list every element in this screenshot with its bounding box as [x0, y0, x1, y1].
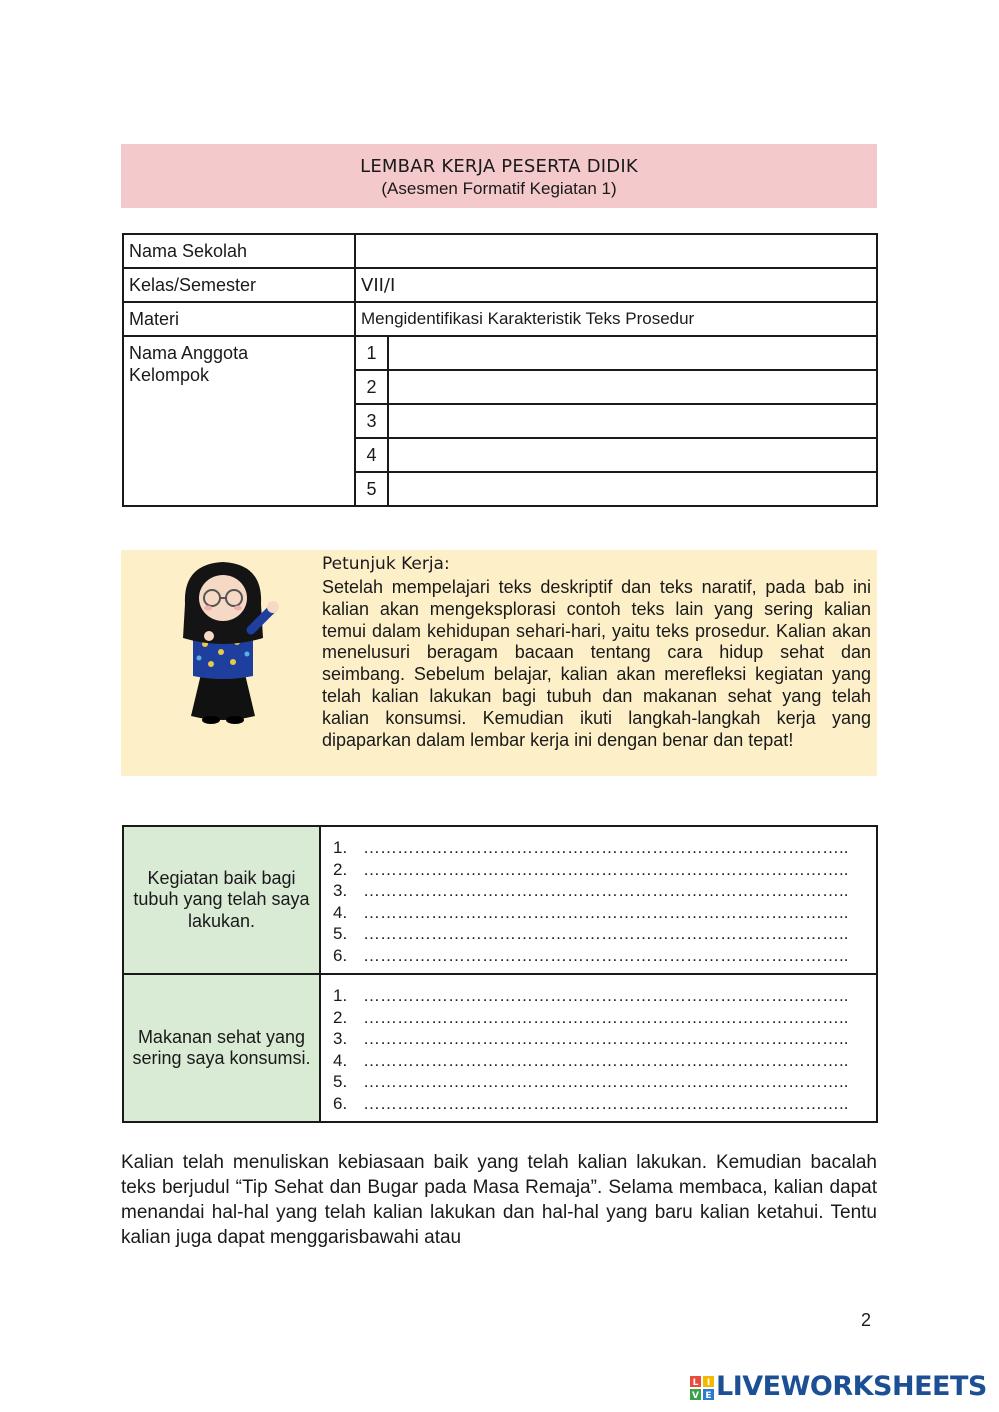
answer-line[interactable] — [333, 923, 876, 945]
instruction-title: Petunjuk Kerja: — [322, 554, 450, 574]
worksheet-subtitle: (Asesmen Formatif Kegiatan 1) — [381, 179, 617, 198]
member-name-field[interactable] — [388, 404, 877, 438]
member-number: 4 — [355, 438, 388, 472]
members-label: Nama Anggota Kelompok — [123, 336, 355, 506]
teacher-illustration — [163, 556, 283, 728]
answer-blank[interactable]: ………………………………………………………………………….. — [363, 986, 849, 1005]
instruction-text: Setelah mempelajari teks deskriptif dan teks naratif, pada bab ini kalian akan mengeksplorasi contoh teks lain yang sering kalian temui dalam kehidupan sehari-hari, yaitu teks prosedur. Kalian akan menelusuri beragam bacaan tentang cara hidup sehat dan seimbang. Sebelum belajar, kalian akan merefleksi kegiatan yang telah kalian lakukan bagi tubuh dan makanan sehat yang telah kalian konsumsi. Kemudian ikuti langkah-langkah kerja yang dipaparkan dalam lembar kerja ini dengan benar dan tepat! — [322, 577, 871, 750]
member-name-field[interactable] — [388, 472, 877, 506]
answer-blank[interactable]: ………………………………………………………………………….. — [363, 1007, 849, 1027]
member-name-field[interactable] — [388, 370, 877, 404]
logo-mark-letter: E — [705, 1391, 712, 1400]
answer-blank[interactable]: ………………………………………………………………………….. — [363, 902, 849, 922]
answer-blank[interactable]: ………………………………………………………………………….. — [363, 1050, 849, 1070]
line-number: 3. — [333, 1029, 348, 1048]
answer-blank[interactable]: ………………………………………………………………………….. — [363, 838, 849, 857]
answer-blank[interactable]: ………………………………………………………………………….. — [363, 924, 849, 943]
answer-line[interactable] — [333, 1050, 876, 1072]
member-number: 2 — [355, 370, 388, 404]
line-number: 6. — [333, 1093, 348, 1113]
material-label: Materi — [123, 302, 355, 336]
line-number: 2. — [333, 1007, 348, 1027]
line-number: 5. — [333, 1072, 348, 1091]
worksheet-header — [121, 144, 877, 208]
answer-line[interactable] — [333, 945, 876, 967]
table-row — [123, 826, 877, 974]
instruction-box — [121, 550, 877, 776]
answer-line[interactable] — [333, 985, 876, 1007]
identity-table — [122, 233, 878, 507]
line-number: 4. — [333, 1050, 348, 1070]
logo-text: LIVEWORKSHEETS — [716, 1371, 987, 1402]
food-answers — [320, 974, 877, 1122]
activity-answers — [320, 826, 877, 974]
answer-blank[interactable]: ………………………………………………………………………….. — [363, 945, 849, 965]
school-field[interactable] — [355, 234, 877, 268]
page-number: 2 — [861, 1310, 872, 1330]
answer-line[interactable] — [333, 880, 876, 902]
answer-line[interactable] — [333, 902, 876, 924]
line-number: 3. — [333, 881, 348, 900]
answer-blank[interactable]: ………………………………………………………………………….. — [363, 1072, 849, 1091]
school-label: Nama Sekolah — [123, 234, 355, 268]
answer-blank[interactable]: ………………………………………………………………………….. — [363, 1029, 849, 1048]
logo-mark-letter: V — [692, 1391, 699, 1400]
logo-mark-letter: I — [706, 1378, 711, 1388]
table-row — [123, 974, 877, 1122]
body-paragraph: Kalian telah menuliskan kebiasaan baik yang telah kalian lakukan. Kemudian bacalah teks berjudul “Tip Sehat dan Bugar pada Masa Remaja”. Selama membaca, kalian dapat menandai hal-hal yang telah kalian lakukan dan hal-hal yang baru kalian ketahui. Tentu kalian juga dapat menggarisbawahi atau — [121, 1152, 877, 1248]
answer-line[interactable] — [333, 1071, 876, 1093]
member-number: 5 — [355, 472, 388, 506]
answer-line[interactable] — [333, 837, 876, 859]
table-row — [123, 336, 877, 370]
answer-line[interactable] — [333, 859, 876, 881]
answer-blank[interactable]: ………………………………………………………………………….. — [363, 1093, 849, 1113]
line-number: 2. — [333, 859, 348, 879]
table-row — [123, 268, 877, 302]
class-value: VII/I — [355, 268, 877, 302]
answer-line[interactable] — [333, 1093, 876, 1115]
line-number: 6. — [333, 945, 348, 965]
member-name-field[interactable] — [388, 336, 877, 370]
line-number: 5. — [333, 924, 348, 943]
food-label: Makanan sehat yang sering saya konsumsi. — [123, 974, 320, 1122]
line-number: 1. — [333, 986, 348, 1005]
answer-line[interactable] — [333, 1028, 876, 1050]
answer-line[interactable] — [333, 1007, 876, 1029]
member-number: 1 — [355, 336, 388, 370]
activity-label: Kegiatan baik bagi tubuh yang telah saya lakukan. — [123, 826, 320, 974]
line-number: 4. — [333, 902, 348, 922]
logo-mark-letter: L — [692, 1378, 699, 1388]
table-row — [123, 234, 877, 268]
answer-blank[interactable]: ………………………………………………………………………….. — [363, 859, 849, 879]
logo-mark-icon — [690, 1376, 714, 1400]
material-value: Mengidentifikasi Karakteristik Teks Prosedur — [355, 302, 877, 336]
answer-blank[interactable]: ………………………………………………………………………….. — [363, 881, 849, 900]
member-number: 3 — [355, 404, 388, 438]
line-number: 1. — [333, 838, 348, 857]
worksheet-title: LEMBAR KERJA PESERTA DIDIK — [360, 156, 638, 177]
activity-table — [122, 825, 878, 1123]
table-row — [123, 302, 877, 336]
member-name-field[interactable] — [388, 438, 877, 472]
class-label: Kelas/Semester — [123, 268, 355, 302]
